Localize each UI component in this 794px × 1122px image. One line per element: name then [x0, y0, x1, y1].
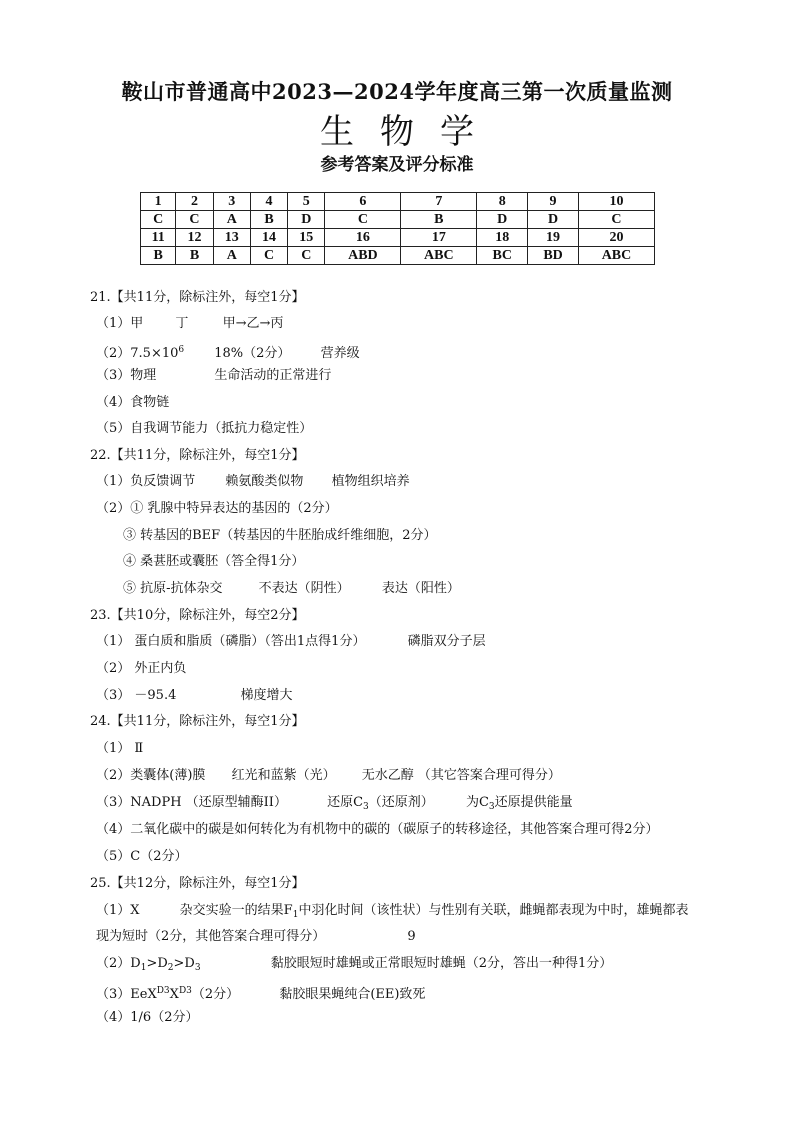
answer-table-cell: 8	[477, 193, 528, 211]
subject-title: 生物学	[320, 112, 500, 152]
answer-table-row	[141, 229, 655, 247]
q24-line-2	[96, 768, 561, 784]
answer-table-cell: 2	[176, 193, 213, 211]
text: （3）物理	[96, 368, 157, 383]
subscript: 2	[167, 963, 174, 973]
text: （2）7.5×10	[96, 346, 179, 361]
answer-table-cell: 20	[578, 229, 654, 247]
text: 为C	[465, 795, 489, 810]
text: （还原剂）	[368, 795, 434, 810]
text: 磷脂双分子层	[407, 634, 486, 649]
answer-table-cell: 13	[213, 229, 250, 247]
answer-table-cell: ABC	[401, 247, 477, 265]
page-subtitle: 参考答案及评分标准	[320, 155, 474, 175]
text: 不表达（阴性）	[258, 581, 350, 596]
answer-table-cell: C	[141, 211, 176, 229]
text: 杂交实验一的结果F	[179, 903, 293, 918]
q24-line-3	[96, 795, 573, 815]
q24-line-1: （1） Ⅱ	[96, 741, 144, 756]
answer-table-cell: 11	[141, 229, 176, 247]
q21-line-1	[96, 316, 283, 332]
answer-table-cell: A	[213, 211, 250, 229]
answer-table-cell: B	[141, 247, 176, 265]
answer-table-cell: C	[250, 247, 287, 265]
q25-line-1b	[96, 929, 416, 945]
text: （1）甲	[96, 316, 144, 331]
subscript: 1	[292, 910, 299, 920]
q22-heading: 22.【共11分，除标注外，每空1分】	[90, 448, 305, 463]
text: 营养级	[320, 346, 360, 361]
answer-table-cell: A	[213, 247, 250, 265]
q24-heading: 24.【共11分，除标注外，每空1分】	[90, 714, 305, 729]
answer-table-cell: ABD	[325, 247, 401, 265]
q21-heading: 21.【共11分，除标注外，每空1分】	[90, 290, 305, 305]
subscript: 3	[194, 963, 201, 973]
text: （1） 蛋白质和脂质（磷脂）（答出1点得1分）	[96, 634, 366, 649]
answer-table-cell: C	[288, 247, 325, 265]
superscript: D3	[156, 986, 170, 996]
subscript: 3	[363, 802, 369, 812]
answer-table-cell: 7	[401, 193, 477, 211]
q21-line-4: （4）食物链	[96, 395, 170, 410]
answer-table-cell: 18	[477, 229, 528, 247]
q23-heading: 23.【共10分，除标注外，每空2分】	[90, 608, 305, 623]
text: （2分）	[191, 987, 240, 1002]
text: 18%（2分）	[214, 346, 291, 361]
text: （1）X	[96, 903, 140, 918]
answer-table-cell: C	[578, 211, 654, 229]
q25-line-1	[96, 903, 688, 923]
q21-line-2	[96, 342, 360, 362]
page-title: 鞍山市普通高中2023—2024学年度高三第一次质量监测	[121, 79, 673, 104]
subscript: 1	[140, 963, 147, 973]
text: 表达（阳性）	[381, 581, 460, 596]
answer-table-row	[141, 193, 655, 211]
text: 黏胶眼果蝇纯合(EE)致死	[279, 987, 426, 1002]
answer-table-cell: 9	[528, 193, 579, 211]
text: 还原提供能量	[494, 795, 573, 810]
q23-line-3	[96, 688, 293, 704]
text: 梯度增大	[240, 688, 293, 703]
q24-line-5: （5）C（2分）	[96, 849, 188, 864]
text: 赖氨酸类似物	[225, 474, 304, 489]
answer-table-row	[141, 247, 655, 265]
answer-table-cell: C	[176, 211, 213, 229]
text: 中羽化时间（该性状）与性别有关联，雌蝇都表现为中时，雄蝇都表	[298, 903, 689, 918]
answer-table-cell: 17	[401, 229, 477, 247]
answer-table-cell: D	[477, 211, 528, 229]
text: 9	[407, 929, 416, 944]
answer-table-cell: D	[528, 211, 579, 229]
answer-table-cell: 1	[141, 193, 176, 211]
q24-line-4: （4）二氧化碳中的碳是如何转化为有机物中的碳的（碳原子的转移途径，其他答案合理可得2分）	[96, 822, 659, 837]
superscript: 6	[178, 345, 185, 355]
answer-table-cell: 12	[176, 229, 213, 247]
q25-line-4: （4）1/6（2分）	[96, 1010, 199, 1025]
answer-table-cell: B	[250, 211, 287, 229]
text: >D	[173, 956, 195, 971]
text: （3） －95.4	[96, 688, 177, 703]
answer-table-cell: 16	[325, 229, 401, 247]
answer-table-cell: C	[325, 211, 401, 229]
text: （1）负反馈调节	[96, 474, 196, 489]
text: 无水乙醇 （其它答案合理可得分）	[361, 768, 561, 783]
answer-table-row	[141, 211, 655, 229]
answer-table-cell: BC	[477, 247, 528, 265]
answer-table	[140, 192, 655, 265]
q22-line-4: ④ 桑葚胚或囊胚（答全得1分）	[123, 554, 305, 569]
q21-line-5: （5）自我调节能力（抵抗力稳定性）	[96, 421, 313, 436]
answer-table-cell: 10	[578, 193, 654, 211]
answer-table-cell: 6	[325, 193, 401, 211]
text: 生命活动的正常进行	[214, 368, 332, 383]
answer-table-cell: D	[288, 211, 325, 229]
subscript: 3	[488, 802, 495, 812]
q25-line-2	[96, 956, 612, 976]
text: 还原C	[327, 795, 364, 810]
q21-line-3	[96, 368, 331, 384]
superscript: D3	[178, 986, 192, 996]
answer-table-cell: B	[401, 211, 477, 229]
answer-table-cell: 15	[288, 229, 325, 247]
answer-table-cell: 5	[288, 193, 325, 211]
answer-table-cell: 19	[528, 229, 579, 247]
text: X	[169, 987, 179, 1002]
text: 甲→乙→丙	[222, 316, 284, 331]
text: 红光和蓝紫（光）	[231, 768, 336, 783]
q25-heading: 25.【共12分，除标注外，每空1分】	[90, 876, 305, 891]
answer-table-cell: 3	[213, 193, 250, 211]
answer-table-cell: 14	[250, 229, 287, 247]
text: 丁	[175, 316, 189, 331]
q23-line-1	[96, 634, 486, 650]
answer-table-cell: BD	[528, 247, 579, 265]
q25-line-3	[96, 983, 425, 1003]
q22-line-3: ③ 转基因的BEF（转基因的牛胚胎成纤维细胞，2分）	[123, 528, 437, 543]
q22-line-2: （2）① 乳腺中特异表达的基因的（2分）	[96, 501, 338, 516]
answer-table-cell: ABC	[578, 247, 654, 265]
text: 现为短时（2分，其他答案合理可得分）	[96, 929, 326, 944]
text: >D	[146, 956, 168, 971]
q23-line-2: （2） 外正内负	[96, 661, 187, 676]
text: （2）D	[96, 956, 141, 971]
text: ⑤ 抗原-抗体杂交	[123, 581, 223, 596]
text: （3）EeX	[96, 987, 157, 1002]
answer-table-cell: 4	[250, 193, 287, 211]
answer-table-cell: B	[176, 247, 213, 265]
text: （2）类囊体(薄)膜	[96, 768, 206, 783]
text: 黏胶眼短时雄蝇或正常眼短时雄蝇（2分，答出一种得1分）	[270, 956, 613, 971]
q22-line-1	[96, 474, 410, 490]
q22-line-5	[123, 581, 460, 597]
text: 植物组织培养	[331, 474, 410, 489]
text: （3）NADPH （还原型辅酶II）	[96, 795, 287, 810]
